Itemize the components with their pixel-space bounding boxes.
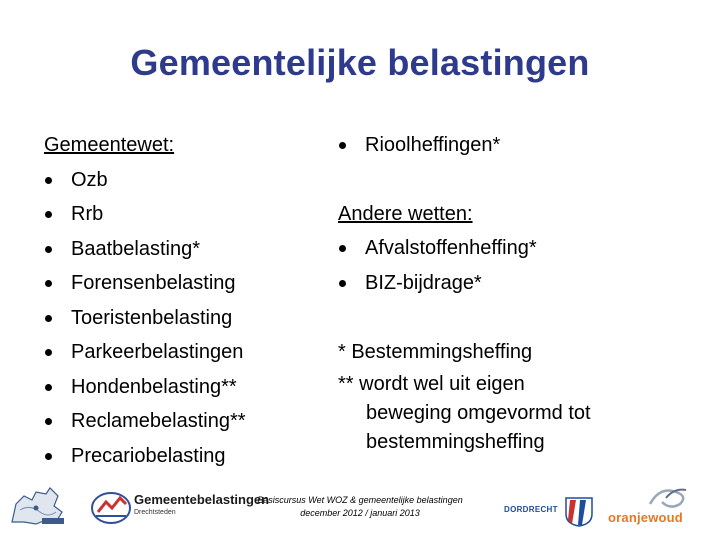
footnotes [338, 334, 698, 457]
list-item: Parkeerbelastingen [44, 335, 344, 370]
riool-list [338, 128, 698, 163]
list-item: Rrb [44, 197, 344, 232]
andere-wetten-list [338, 231, 698, 300]
footnote-1: * Bestemmingsheffing [338, 341, 533, 363]
oranjewoud-swirl-icon [640, 484, 700, 510]
footer-line-2: december 2012 / januari 2013 [300, 508, 420, 518]
gemeentewet-heading: Gemeentewet: [44, 134, 175, 156]
list-item: Toeristenbelasting [44, 301, 344, 336]
right-column [338, 128, 698, 457]
gemeentebelastingen-logo [90, 488, 270, 528]
gemeentebelastingen-emblem-icon [90, 490, 132, 526]
footnote-2-line3: bestemmingsheffing [366, 431, 545, 453]
gemeentewet-list [44, 163, 344, 474]
footer-line-1: Basiscursus Wet WOZ & gemeentelijke belastingen [257, 495, 463, 505]
list-item: Baatbelasting* [44, 232, 344, 267]
gemeentebelastingen-name: Gemeentebelastingen [134, 492, 270, 507]
footnote-2-line1: ** wordt wel uit eigen [338, 373, 525, 395]
dordrecht-text: DORDRECHT [504, 505, 558, 514]
list-item: Precariobelasting [44, 439, 344, 474]
oranjewoud-logo [606, 484, 716, 530]
list-item: BIZ-bijdrage* [338, 266, 698, 301]
andere-wetten-heading: Andere wetten: [338, 202, 473, 225]
shield-icon [562, 494, 596, 528]
list-item: Afvalstoffenheffing* [338, 231, 698, 266]
list-item: Ozb [44, 163, 344, 198]
list-item: Reclamebelasting** [44, 404, 344, 439]
footnote-2-line2: beweging omgevormd tot [366, 402, 591, 424]
oranjewoud-text: oranjewoud [608, 510, 683, 525]
map-logo-icon [6, 482, 70, 528]
left-column [44, 128, 344, 473]
list-item: Hondenbelasting** [44, 370, 344, 405]
gemeentebelastingen-subtitle: Drechtsteden [134, 509, 176, 516]
list-item: Forensenbelasting [44, 266, 344, 301]
list-item-rioolheffingen: Rioolheffingen* [338, 128, 698, 163]
footer-caption [240, 494, 480, 520]
dordrecht-logo [504, 500, 568, 520]
slide-title: Gemeentelijke belastingen [130, 42, 590, 83]
map-logo [6, 482, 70, 528]
shield-logo [562, 494, 596, 528]
